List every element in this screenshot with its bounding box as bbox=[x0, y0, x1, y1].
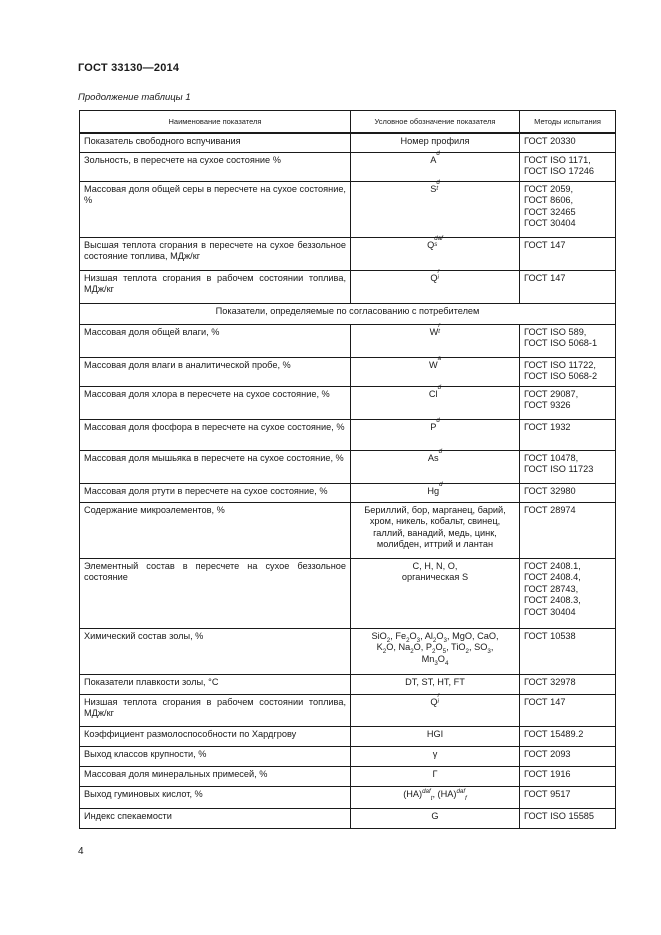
formula-subscript: 2 bbox=[406, 636, 410, 644]
table-row bbox=[80, 450, 616, 483]
symbol-superscript: daf bbox=[434, 234, 443, 242]
indicator-name: Высшая теплота сгорания в пересчете на сухое беззольное состояние топлива, МДж/кг bbox=[80, 237, 351, 270]
formula-text: SiO bbox=[371, 630, 387, 641]
symbol-subscript bbox=[436, 157, 439, 163]
symbol-index: t bbox=[430, 794, 433, 802]
symbol-main: P bbox=[430, 421, 437, 432]
symbol-subscript: s bbox=[434, 240, 438, 248]
formula-text: , MgO, CaO, bbox=[446, 630, 499, 641]
indicator-name: Коэффициент размолоспособности по Хардгрову bbox=[80, 726, 351, 746]
table-body bbox=[80, 133, 616, 828]
column-header-name: Наименование показателя bbox=[80, 111, 351, 134]
symbol-main: W bbox=[429, 326, 439, 337]
symbol-subscript: t bbox=[436, 184, 439, 192]
test-methods: ГОСТ 10538 bbox=[520, 628, 616, 674]
table-row bbox=[80, 558, 616, 628]
indicator-name: Низшая теплота сгорания в рабочем состоянии топлива, МДж/кг bbox=[80, 270, 351, 303]
table-row bbox=[80, 270, 616, 303]
symbol-superscript: r bbox=[438, 321, 441, 329]
formula-subscript: 2 bbox=[432, 647, 436, 655]
symbol-main: S bbox=[430, 183, 437, 194]
indicator-name: Массовая доля общей влаги, % bbox=[80, 324, 351, 357]
symbol-subscript bbox=[439, 455, 442, 461]
section-title: Показатели, определяемые по согласованию с потребителем bbox=[80, 303, 616, 324]
indicator-name: Показатели плавкости золы, °C bbox=[80, 674, 351, 694]
test-methods: ГОСТ 147 bbox=[520, 270, 616, 303]
symbol-subscript bbox=[438, 391, 441, 397]
indicator-name: Показатель свободного вспучивания bbox=[80, 133, 351, 152]
indicator-name: Низшая теплота сгорания в рабочем состоянии топлива, МДж/кг bbox=[80, 694, 351, 726]
symbol-subscript bbox=[436, 424, 439, 430]
indicator-name: Массовая доля фосфора в пересчете на сухое состояние, % bbox=[80, 419, 351, 450]
symbol-main: C, H, N, O, органическая S bbox=[401, 560, 469, 582]
formula-subscript: 2 bbox=[382, 647, 387, 655]
indicator-symbol bbox=[351, 321, 520, 357]
test-methods: ГОСТ 1932 bbox=[520, 419, 616, 450]
table-row bbox=[80, 357, 616, 386]
indicator-symbol bbox=[351, 558, 520, 628]
symbol-superscript: d bbox=[436, 178, 440, 186]
symbol-main: HGI bbox=[426, 728, 444, 739]
indicator-symbol bbox=[351, 628, 520, 674]
symbol-subscript bbox=[438, 362, 441, 368]
indicator-symbol bbox=[351, 808, 520, 828]
formula-subscript: 2 bbox=[465, 647, 469, 655]
formula-text: K bbox=[376, 642, 383, 652]
table-row bbox=[80, 133, 616, 152]
symbol-index: daf bbox=[456, 787, 466, 795]
formula-text: , bbox=[490, 642, 494, 652]
formula-text: , SO bbox=[468, 642, 488, 652]
formula-text: O bbox=[409, 630, 417, 641]
indicators-table bbox=[79, 110, 616, 829]
page-number: 4 bbox=[78, 846, 84, 857]
formula-text: , Al bbox=[420, 630, 433, 641]
indicator-name: Содержание микроэлементов, % bbox=[80, 502, 351, 558]
formula-text: O, Na bbox=[386, 642, 411, 652]
table-row bbox=[80, 502, 616, 558]
indicator-name: Массовая доля общей серы в пересчете на сухое состояние, % bbox=[80, 181, 351, 237]
symbol-main: Q bbox=[430, 272, 438, 283]
symbol-superscript: d bbox=[436, 416, 440, 424]
document-header: ГОСТ 33130—2014 bbox=[78, 62, 180, 74]
symbol-subscript: i bbox=[437, 697, 439, 705]
indicator-symbol bbox=[351, 766, 520, 786]
symbol-main: G bbox=[431, 810, 439, 821]
symbol-main: γ bbox=[432, 748, 438, 759]
table-row bbox=[80, 483, 616, 502]
formula-text: O bbox=[437, 653, 445, 664]
symbol-main: A bbox=[430, 154, 437, 165]
test-methods: ГОСТ 147 bbox=[520, 237, 616, 270]
indicator-symbol bbox=[351, 383, 520, 419]
symbol-main: Бериллий, бор, марганец, барий, хром, никель, кобальт, свинец, галлий, ванадий, медь, цинк, молибден, иттрий и лантан bbox=[364, 504, 506, 549]
table-row bbox=[80, 237, 616, 270]
symbol-main: Г bbox=[432, 768, 438, 779]
formula-text: , TiO bbox=[446, 642, 466, 652]
table-row bbox=[80, 694, 616, 726]
symbol-index: daf bbox=[422, 787, 431, 795]
symbol-superscript: r bbox=[437, 267, 440, 275]
column-header-symbol: Условное обозначение показателя bbox=[351, 111, 520, 134]
indicator-name: Зольность, в пересчете на сухое состояние % bbox=[80, 152, 351, 181]
symbol-superscript: d bbox=[436, 149, 440, 157]
indicator-symbol bbox=[351, 786, 520, 808]
test-methods: ГОСТ 9517 bbox=[520, 786, 616, 808]
indicator-symbol bbox=[351, 178, 520, 237]
symbol-subscript bbox=[439, 488, 442, 494]
symbol-superscript: d bbox=[439, 480, 443, 488]
table-caption: Продолжение таблицы 1 bbox=[78, 92, 191, 103]
test-methods: ГОСТ ISO 589, ГОСТ ISO 5068-1 bbox=[520, 324, 616, 357]
indicator-symbol bbox=[351, 726, 520, 746]
formula-text: O bbox=[436, 630, 444, 641]
column-header-methods: Методы испытания bbox=[520, 111, 616, 134]
test-methods: ГОСТ 20330 bbox=[520, 133, 616, 152]
indicator-symbol bbox=[351, 746, 520, 766]
table-row bbox=[80, 808, 616, 828]
formula-subscript: 2 bbox=[432, 636, 437, 644]
symbol-text: (HA) bbox=[403, 788, 423, 799]
symbol-subscript: i bbox=[437, 273, 439, 281]
symbol-main: Номер профиля bbox=[400, 136, 470, 146]
formula-subscript: 3 bbox=[487, 647, 491, 655]
symbol-main: W bbox=[428, 359, 438, 370]
test-methods: ГОСТ 2408.1, ГОСТ 2408.4, ГОСТ 28743, ГОСТ 2408.3, ГОСТ 30404 bbox=[520, 558, 616, 628]
indicator-name: Выход гуминовых кислот, % bbox=[80, 786, 351, 808]
test-methods: ГОСТ 147 bbox=[520, 694, 616, 726]
indicator-symbol bbox=[351, 502, 520, 558]
table-row bbox=[80, 746, 616, 766]
test-methods: ГОСТ ISO 15585 bbox=[520, 808, 616, 828]
table-row bbox=[80, 766, 616, 786]
table-row bbox=[80, 628, 616, 674]
symbol-main: Q bbox=[430, 696, 438, 707]
symbol-superscript: d bbox=[438, 447, 443, 455]
formula-subscript: 3 bbox=[416, 636, 421, 644]
indicator-name: Массовая доля мышьяка в пересчете на сухое состояние, % bbox=[80, 450, 351, 483]
symbol-index: f bbox=[465, 794, 467, 802]
table-row bbox=[80, 324, 616, 357]
indicator-name: Массовая доля минеральных примесей, % bbox=[80, 766, 351, 786]
test-methods: ГОСТ 1916 bbox=[520, 766, 616, 786]
symbol-superscript: a bbox=[437, 354, 442, 362]
table-header-row bbox=[80, 111, 616, 134]
test-methods: ГОСТ 15489.2 bbox=[520, 726, 616, 746]
indicator-symbol bbox=[351, 691, 520, 726]
test-methods: ГОСТ 2093 bbox=[520, 746, 616, 766]
symbol-text: , (HA) bbox=[432, 788, 457, 799]
indicator-symbol bbox=[351, 133, 520, 152]
formula-text: O, P bbox=[413, 642, 433, 652]
table-section-row bbox=[80, 303, 616, 324]
indicator-symbol bbox=[351, 447, 520, 483]
formula-text: Mn bbox=[421, 653, 435, 664]
indicator-symbol bbox=[351, 354, 520, 386]
formula-subscript: 2 bbox=[410, 647, 414, 655]
formula-subscript: 4 bbox=[444, 659, 449, 667]
indicator-name: Выход классов крупности, % bbox=[80, 746, 351, 766]
indicator-name: Индекс спекаемости bbox=[80, 808, 351, 828]
table-row bbox=[80, 386, 616, 419]
indicator-name: Химический состав золы, % bbox=[80, 628, 351, 674]
table-row bbox=[80, 786, 616, 808]
formula-subscript: 5 bbox=[442, 647, 447, 655]
indicator-symbol bbox=[351, 416, 520, 450]
indicator-name: Массовая доля ртути в пересчете на сухое состояние, % bbox=[80, 483, 351, 502]
table-row bbox=[80, 419, 616, 450]
test-methods: ГОСТ 32980 bbox=[520, 483, 616, 502]
indicator-symbol bbox=[351, 234, 520, 270]
table-row bbox=[80, 674, 616, 694]
test-methods: ГОСТ 29087, ГОСТ 9326 bbox=[520, 386, 616, 419]
indicator-symbol bbox=[351, 674, 520, 694]
symbol-subscript: t bbox=[438, 327, 441, 335]
test-methods: ГОСТ 2059, ГОСТ 8606, ГОСТ 32465 ГОСТ 30404 bbox=[520, 181, 616, 237]
formula-subscript: 2 bbox=[386, 636, 391, 644]
indicator-name: Массовая доля хлора в пересчете на сухое состояние, % bbox=[80, 386, 351, 419]
formula-subscript: 3 bbox=[443, 636, 447, 644]
symbol-main: Cl bbox=[428, 388, 438, 399]
formula-text: , Fe bbox=[390, 630, 407, 641]
symbol-main: DT, ST, HT, FT bbox=[405, 676, 465, 687]
indicator-name: Массовая доля влаги в аналитической пробе, % bbox=[80, 357, 351, 386]
symbol-main: Hg bbox=[427, 485, 440, 496]
formula-subscript: 3 bbox=[434, 659, 438, 667]
table-row bbox=[80, 181, 616, 237]
formula-text: O bbox=[435, 642, 443, 652]
symbol-main: Q bbox=[427, 239, 435, 250]
symbol-superscript: d bbox=[437, 383, 442, 391]
test-methods: ГОСТ 32978 bbox=[520, 674, 616, 694]
test-methods: ГОСТ 10478, ГОСТ ISO 11723 bbox=[520, 450, 616, 483]
symbol-main: As bbox=[427, 452, 439, 463]
table-row bbox=[80, 152, 616, 181]
symbol-superscript: r bbox=[437, 691, 440, 699]
table-row bbox=[80, 726, 616, 746]
indicator-symbol bbox=[351, 267, 520, 303]
test-methods: ГОСТ ISO 1171, ГОСТ ISO 17246 bbox=[520, 152, 616, 181]
indicator-symbol bbox=[351, 480, 520, 502]
test-methods: ГОСТ 28974 bbox=[520, 502, 616, 558]
test-methods: ГОСТ ISO 11722, ГОСТ ISO 5068-2 bbox=[520, 357, 616, 386]
indicator-name: Элементный состав в пересчете на сухое беззольное состояние bbox=[80, 558, 351, 628]
indicator-symbol bbox=[351, 149, 520, 181]
